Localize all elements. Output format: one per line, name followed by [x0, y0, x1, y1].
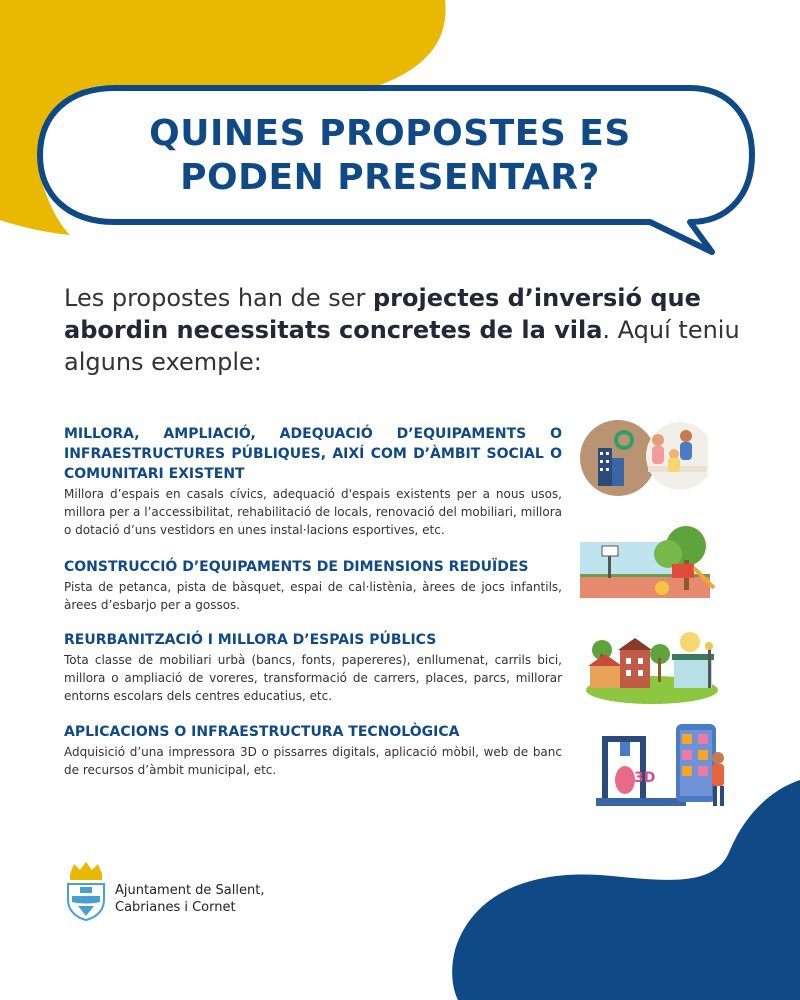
proposal-text: Pista de petanca, pista de bàsquet, espai de cal·listènia, àrees de jocs infantils, àrees d’esbarjo per a gossos.	[64, 580, 562, 612]
proposal-heading: MILLORA, AMPLIACIÓ, ADEQUACIÓ D’EQUIPAMENTS O INFRAESTRUCTURES PÚBLIQUES, AIXÍ COM D’ÀMBIT SOCIAL O COMUNITARI EXISTENT	[64, 426, 562, 482]
proposal-text: Millora d’espais en casals cívics, adequació d'espais existents per a nous usos, millora per a l’accessibilitat, rehabilitació de locals, renovació del mobiliari, millora o dotació d’uns vestidors en unes instal·lacions esportives, etc.	[64, 487, 562, 537]
municipal-coat-of-arms	[64, 860, 108, 922]
proposal-heading: CONSTRUCCIÓ D’EQUIPAMENTS DE DIMENSIONS REDUÏDES	[64, 559, 529, 575]
intro-text-2: . Aquí teniu alguns exemple:	[64, 316, 740, 376]
title-line-1: QUINES PROPOSTES ES	[149, 113, 631, 154]
proposal-text: Tota classe de mobiliari urbà (bancs, fonts, papereres), enllumenat, carrils bici, millora o ampliació de voreres, transformació de carrers, places, parcs, millorar entorns escolars dels centres educatius, etc.	[64, 653, 562, 703]
proposal-item-tecnologia	[64, 722, 562, 779]
proposal-item-reurbanitzacio	[64, 630, 562, 705]
proposal-heading: APLICACIONS O INFRAESTRUCTURA TECNOLÒGICA	[64, 724, 460, 740]
organization-line-2: Cabrianes i Cornet	[115, 900, 236, 915]
intro-text-1: Les propostes han de ser	[64, 284, 373, 312]
technology-illustration	[594, 720, 734, 810]
organization-line-1: Ajuntament de Sallent,	[115, 883, 265, 898]
proposal-item-construccio	[64, 557, 562, 614]
park-illustration	[578, 524, 718, 602]
organization-name	[115, 882, 264, 916]
proposal-text: Adquisició d’una impressora 3D o pissarres digitals, aplicació mòbil, web de banc de recursos d’àmbit municipal, etc.	[64, 745, 562, 777]
intro-paragraph	[64, 282, 744, 378]
page-title	[40, 88, 740, 224]
blue-blob	[452, 780, 800, 1000]
printer-label: 3D	[634, 770, 656, 786]
community-illustration	[578, 418, 708, 498]
proposal-item-equipaments	[64, 424, 562, 539]
title-line-2: PODEN PRESENTAR?	[180, 157, 600, 198]
town-illustration	[584, 624, 720, 704]
proposal-heading: REURBANITZACIÓ I MILLORA D’ESPAIS PÚBLICS	[64, 632, 437, 648]
intro-bold-text: projectes d’inversió que abordin necessitats concretes de la vila	[64, 284, 701, 344]
